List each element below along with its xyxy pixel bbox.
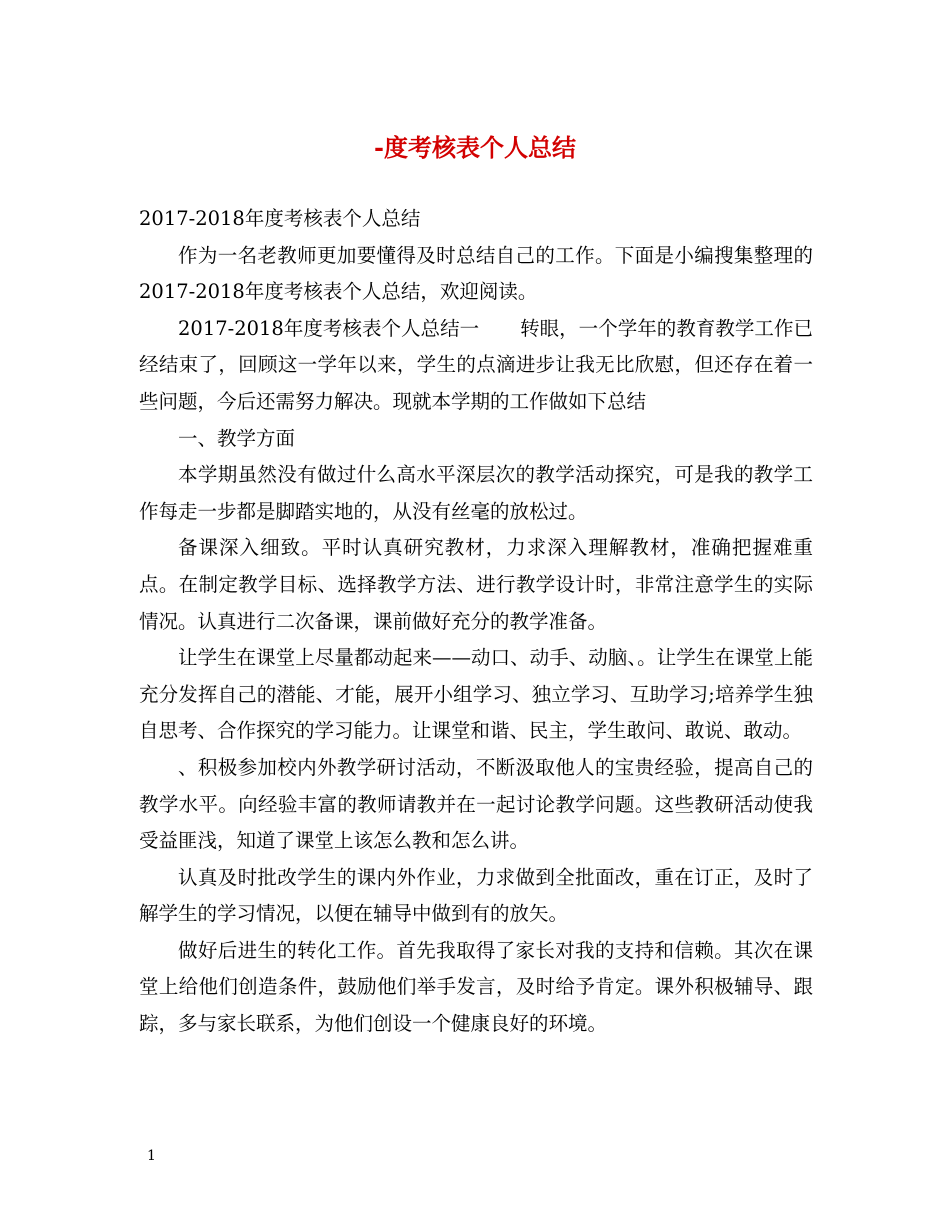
document-body	[139, 201, 813, 1043]
paragraph-text: 备课深入细致。平时认真研究教材，力求深入理解教材，准确把握难重点。在制定教学目标、选择教学方法、进行教学设计时，非常注意学生的实际情况。认真进行二次备课，课前做好充分的教学准备。	[139, 536, 813, 633]
paragraph-text: 转眼，一个学年的教育教学工作已经结束了，回顾这一学年以来，学生的点滴进步让我无比欣慰，但还存在着一些问题，今后还需努力解决。现就本学期的工作做如下总结	[139, 316, 813, 413]
section-heading-teaching	[139, 421, 813, 458]
paragraph-student-engagement	[139, 640, 813, 750]
paragraph-text: 、积极参加校内外教学研讨活动，不断汲取他人的宝贵经验，提高自己的教学水平。向经验丰富的教师请教并在一起讨论教学问题。这些教研活动使我受益匪浅，知道了课堂上该怎么教和怎么讲。	[139, 755, 813, 853]
paragraph-text: 2017-2018年度考核表个人总结	[139, 207, 421, 230]
paragraph-text: 一、教学方面	[178, 426, 296, 450]
paragraph-summary-one	[139, 311, 813, 421]
paragraph-lesson-preparation	[139, 530, 813, 640]
paragraph-text: 本学期虽然没有做过什么高水平深层次的教学活动探究，可是我的教学工作每走一步都是脚踏实地的，从没有丝毫的放松过。	[139, 463, 813, 523]
paragraph-homework-grading	[139, 860, 813, 933]
paragraph-intro	[139, 238, 813, 311]
paragraph-research-activities	[139, 750, 813, 860]
paragraph-text: 认真及时批改学生的课内外作业，力求做到全批面改，重在订正，及时了解学生的学习情况，以便在辅导中做到有的放矢。	[139, 865, 813, 926]
paragraph-teaching-overview	[139, 457, 813, 530]
paragraph-lead: 2017-2018年度考核表个人总结一	[178, 316, 480, 340]
paragraph-text: 做好后进生的转化工作。首先我取得了家长对我的支持和信赖。其次在课堂上给他们创造条件，鼓励他们举手发言，及时给予肯定。课外积极辅导、跟踪，多与家长联系，为他们创设一个健康良好的环境。	[139, 938, 813, 1036]
document-title: -度考核表个人总结	[374, 133, 576, 162]
paragraph-text: 作为一名老教师更加要懂得及时总结自己的工作。下面是小编搜集整理的2017-2018年度考核表个人总结，欢迎阅读。	[139, 243, 813, 304]
paragraph-text: 让学生在课堂上尽量都动起来——动口、动手、动脑、。让学生在课堂上能充分发挥自己的潜能、才能，展开小组学习、独立学习、互助学习;培养学生独自思考、合作探究的学习能力。让课堂和谐、民主，学生敢问、敢说、敢动。	[139, 646, 813, 743]
paragraph-heading	[139, 201, 813, 238]
page-number: 1	[147, 1148, 156, 1164]
paragraph-struggling-students	[139, 933, 813, 1043]
